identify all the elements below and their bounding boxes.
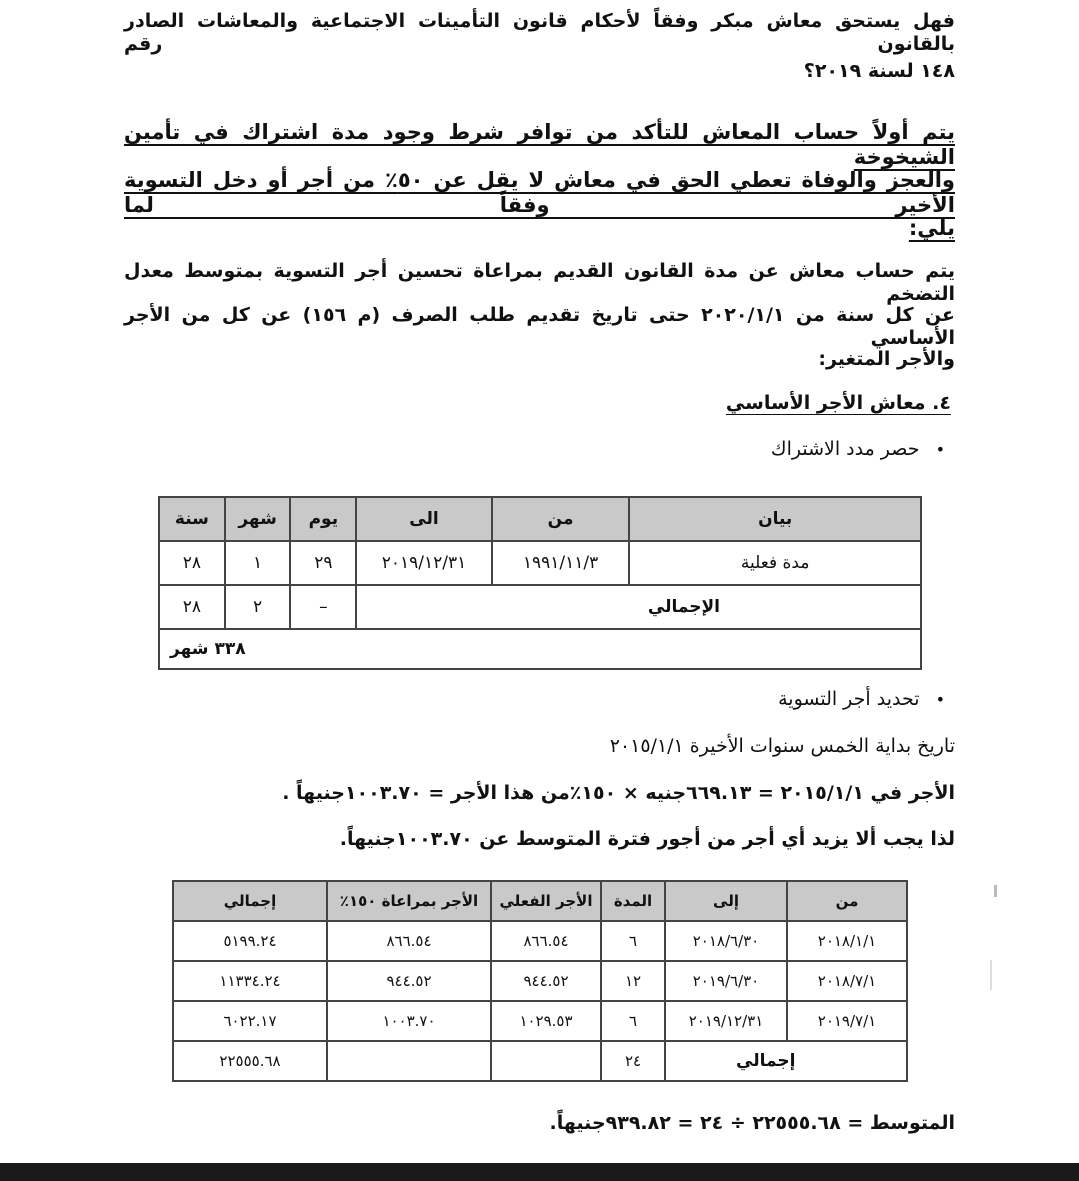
cell-totals-total: ٢٢٥٥٥.٦٨: [173, 1041, 327, 1081]
cell-empty: [491, 1041, 601, 1081]
cell-from: ٢٠١٨/١/١: [787, 921, 907, 961]
col-to: الى: [356, 497, 492, 541]
wage-line-2: لذا يجب ألا يزيد أي أجر من أجور فترة المتوسط عن ١٠٠٣.٧٠جنيهاً.: [339, 828, 955, 850]
cell-total-day: –: [290, 585, 356, 629]
cell-to: ٢٠١٩/١٢/٣١: [665, 1001, 787, 1041]
table-row: [173, 961, 907, 1001]
table-months-row: [159, 629, 921, 669]
col-from: من: [492, 497, 630, 541]
heading-line-2: والعجز والوفاة تعطي الحق في معاش لا يقل عن ٥٠٪ من أجر أو دخل التسوية الأخير وفقاً لما: [124, 168, 955, 218]
bullet-subscription-periods: [771, 438, 945, 461]
question-line-2: ١٤٨ لسنة ٢٠١٩؟: [803, 60, 955, 82]
table-header-row: [159, 497, 921, 541]
col-month: شهر: [225, 497, 291, 541]
table-total-row: [159, 585, 921, 629]
cell-year: ٢٨: [159, 541, 225, 585]
cell-total: ٦٠٢٢.١٧: [173, 1001, 327, 1041]
cell-duration: ١٢: [601, 961, 665, 1001]
cell-adjusted-wage: ٩٤٤.٥٢: [327, 961, 491, 1001]
col-from: من: [787, 881, 907, 921]
cell-to: ٢٠١٨/٦/٣٠: [665, 921, 787, 961]
cell-item: مدة فعلية: [629, 541, 921, 585]
intro-line-1: يتم حساب معاش عن مدة القانون القديم بمراعاة تحسين أجر التسوية بمتوسط معدل التضخم: [124, 260, 955, 305]
cell-empty: [327, 1041, 491, 1081]
col-to: إلى: [665, 881, 787, 921]
heading-line-3: يلي:: [908, 216, 955, 240]
col-year: سنة: [159, 497, 225, 541]
cell-from: ٢٠١٩/٧/١: [787, 1001, 907, 1041]
scan-speck: [994, 885, 997, 897]
cell-from: ٢٠١٨/٧/١: [787, 961, 907, 1001]
intro-line-2: عن كل سنة من ٢٠٢٠/١/١ حتى تاريخ تقديم طلب الصرف (م ١٥٦) عن كل من الأجر الأساسي: [124, 304, 956, 349]
bullet-subscription-periods-text: حصر مدد الاشتراك: [770, 438, 920, 460]
wage-line-1: [282, 782, 955, 805]
col-actual-wage: الأجر الفعلي: [491, 881, 601, 921]
col-item: بيان: [629, 497, 921, 541]
bullet-settlement-wage: [778, 688, 945, 711]
scan-speck: [990, 960, 992, 990]
cell-total: ١١٣٣٤.٢٤: [173, 961, 327, 1001]
bottom-dark-bar: [0, 1163, 1079, 1181]
table-row: [159, 541, 921, 585]
intro-line-3: والأجر المتغير:: [818, 348, 955, 370]
cell-total-months: ٣٣٨ شهر: [159, 629, 921, 669]
cell-actual-wage: ١٠٢٩.٥٣: [491, 1001, 601, 1041]
average-line: المتوسط = ٢٢٥٥٥.٦٨ ÷ ٢٤ = ٩٣٩.٨٢جنيهاً.: [549, 1112, 955, 1134]
table-row: [173, 921, 907, 961]
cell-to: ٢٠١٩/٦/٣٠: [665, 961, 787, 1001]
cell-total-year: ٢٨: [159, 585, 225, 629]
table-total-row: [173, 1041, 907, 1081]
cell-adjusted-wage: ٨٦٦.٥٤: [327, 921, 491, 961]
col-adjusted-wage: الأجر بمراعاة ١٥٠٪: [327, 881, 491, 921]
cell-actual-wage: ٨٦٦.٥٤: [491, 921, 601, 961]
start-date-line: تاريخ بداية الخمس سنوات الأخيرة ٢٠١٥/١/١: [609, 735, 955, 757]
cell-totals-duration: ٢٤: [601, 1041, 665, 1081]
cell-from: ١٩٩١/١١/٣: [492, 541, 630, 585]
col-duration: المدة: [601, 881, 665, 921]
cell-total-month: ٢: [225, 585, 291, 629]
question-line-1: فهل يستحق معاش مبكر وفقاً لأحكام قانون التأمينات الاجتماعية والمعاشات الصادر بالقانون رقم: [124, 10, 955, 55]
col-total: إجمالي: [173, 881, 327, 921]
table-header-row: [173, 881, 907, 921]
cell-total: ٥١٩٩.٢٤: [173, 921, 327, 961]
table-row: [173, 1001, 907, 1041]
wage-line-1-bold: الأجر في ٢٠١٥/١/١: [780, 782, 955, 804]
section-title: ٤. معاش الأجر الأساسي: [725, 392, 951, 414]
average-wage-table: [172, 880, 908, 1082]
cell-duration: ٦: [601, 921, 665, 961]
cell-total-label: الإجمالي: [356, 585, 921, 629]
subscription-periods-table: [158, 496, 922, 670]
cell-adjusted-wage: ١٠٠٣.٧٠: [327, 1001, 491, 1041]
cell-totals-label: إجمالي: [665, 1041, 907, 1081]
heading-line-1: يتم أولاً حساب المعاش للتأكد من توافر شرط وجود مدة اشتراك في تأمين الشيخوخة: [124, 120, 955, 170]
cell-to: ٢٠١٩/١٢/٣١: [356, 541, 492, 585]
bullet-settlement-wage-text: تحديد أجر التسوية: [778, 688, 920, 710]
cell-duration: ٦: [601, 1001, 665, 1041]
cell-month: ١: [225, 541, 291, 585]
cell-actual-wage: ٩٤٤.٥٢: [491, 961, 601, 1001]
col-day: يوم: [290, 497, 356, 541]
wage-line-1-rest: = ٦٦٩.١٣جنيه × ١٥٠٪من هذا الأجر = ١٠٠٣.٧٠جنيهاً .: [282, 782, 781, 804]
cell-day: ٢٩: [290, 541, 356, 585]
